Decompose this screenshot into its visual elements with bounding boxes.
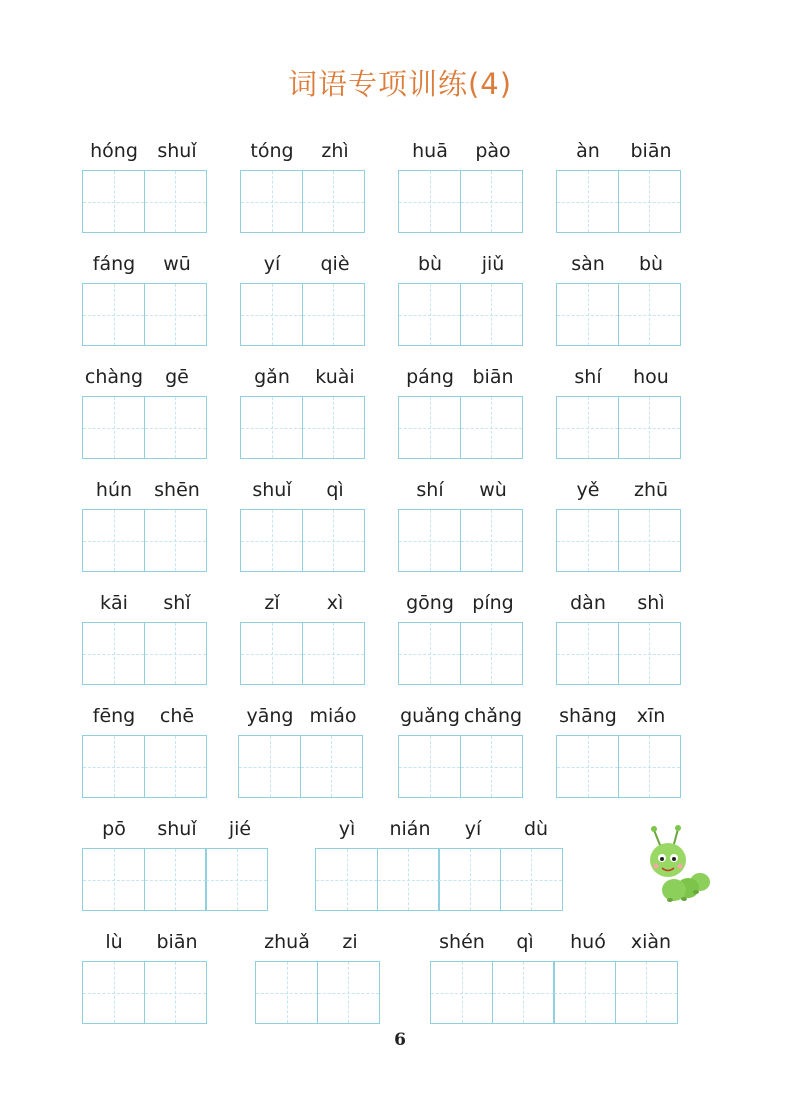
pinyin-syllable: dù [523,818,549,840]
caterpillar-icon [640,820,720,910]
pinyin-syllable: pào [475,140,511,162]
writing-cell[interactable] [430,961,493,1024]
pinyin-syllable: xiàn [630,931,672,953]
writing-cell[interactable] [618,735,681,798]
pinyin-syllable: fáng [92,253,136,275]
pinyin-syllable: zhì [321,140,349,162]
writing-cell[interactable] [302,622,365,685]
writing-cell[interactable] [615,961,678,1024]
writing-cell[interactable] [144,622,207,685]
tianzi-grid-row [398,396,521,459]
writing-cell[interactable] [144,170,207,233]
writing-cell[interactable] [618,170,681,233]
tianzi-grid-row [398,735,521,798]
writing-cell[interactable] [460,735,523,798]
pinyin-syllable: bù [638,253,664,275]
writing-cell[interactable] [302,283,365,346]
writing-cell[interactable] [460,283,523,346]
pinyin-syllable: huā [412,140,448,162]
writing-cell[interactable] [556,622,619,685]
tianzi-grid-row [238,735,361,798]
pinyin-syllable: tóng [250,140,294,162]
writing-cell[interactable] [556,396,619,459]
pinyin-syllable: shāng [559,705,617,727]
writing-cell[interactable] [144,961,207,1024]
tianzi-grid-row [82,170,205,233]
tianzi-grid-row [430,961,676,1024]
pinyin-syllable: biān [472,366,514,388]
writing-cell[interactable] [556,735,619,798]
pinyin-syllable: qì [516,931,534,953]
pinyin-syllable: shuǐ [157,140,197,162]
pinyin-syllable: wū [163,253,191,275]
writing-cell[interactable] [398,509,461,572]
writing-cell[interactable] [500,848,563,911]
writing-cell[interactable] [82,396,145,459]
tianzi-grid-row [556,396,679,459]
tianzi-grid-row [556,170,679,233]
writing-cell[interactable] [460,170,523,233]
writing-cell[interactable] [553,961,616,1024]
writing-cell[interactable] [82,283,145,346]
tianzi-grid-row [82,735,205,798]
tianzi-grid-row [240,396,363,459]
writing-cell[interactable] [398,735,461,798]
tianzi-grid-row [240,170,363,233]
pinyin-syllable: yí [263,253,281,275]
writing-cell[interactable] [82,170,145,233]
pinyin-syllable: shuǐ [252,479,292,501]
pinyin-syllable: shí [416,479,444,501]
writing-cell[interactable] [302,170,365,233]
pinyin-syllable: huó [570,931,606,953]
pinyin-syllable: shì [637,592,665,614]
pinyin-syllable: zi [342,931,358,953]
pinyin-syllable: qì [326,479,344,501]
writing-cell[interactable] [82,961,145,1024]
tianzi-grid-row [240,283,363,346]
writing-cell[interactable] [398,622,461,685]
writing-cell[interactable] [240,509,303,572]
writing-cell[interactable] [82,622,145,685]
pinyin-syllable: shēn [154,479,200,501]
writing-cell[interactable] [460,622,523,685]
writing-cell[interactable] [302,509,365,572]
pinyin-syllable: lù [105,931,123,953]
writing-cell[interactable] [144,283,207,346]
writing-cell[interactable] [398,170,461,233]
pinyin-syllable: bù [417,253,443,275]
writing-cell[interactable] [438,848,501,911]
pinyin-syllable: páng [406,366,454,388]
writing-cell[interactable] [238,735,301,798]
tianzi-grid-row [398,509,521,572]
writing-cell[interactable] [240,170,303,233]
tianzi-grid-row [240,622,363,685]
pinyin-syllable: píng [472,592,514,614]
tianzi-grid-row [398,283,521,346]
pinyin-syllable: sàn [571,253,605,275]
tianzi-grid-row [82,622,205,685]
tianzi-grid-row [82,509,205,572]
pinyin-syllable: hún [95,479,133,501]
tianzi-grid-row [255,961,378,1024]
pinyin-syllable: yě [576,479,600,501]
writing-cell[interactable] [492,961,555,1024]
pinyin-syllable: kāi [100,592,128,614]
pinyin-syllable: dàn [570,592,606,614]
pinyin-syllable: gǎn [254,366,290,388]
writing-cell[interactable] [144,735,207,798]
tianzi-grid-row [82,961,205,1024]
tianzi-grid-row [315,848,561,911]
writing-cell[interactable] [618,622,681,685]
page-number: 6 [394,1030,406,1050]
tianzi-grid-row [556,509,679,572]
tianzi-grid-row [82,283,205,346]
writing-cell[interactable] [302,396,365,459]
pinyin-syllable: zhū [633,479,669,501]
writing-cell[interactable] [144,509,207,572]
writing-cell[interactable] [240,283,303,346]
writing-cell[interactable] [300,735,363,798]
writing-cell[interactable] [255,961,318,1024]
writing-cell[interactable] [556,170,619,233]
pinyin-syllable: chē [159,705,195,727]
tianzi-grid-row [398,170,521,233]
pinyin-syllable: jiǔ [481,253,505,275]
pinyin-syllable: hou [633,366,669,388]
pinyin-syllable: jié [228,818,252,840]
tianzi-grid-row [398,622,521,685]
writing-cell[interactable] [315,848,378,911]
pinyin-syllable: yāng [246,705,294,727]
writing-cell[interactable] [556,509,619,572]
writing-cell[interactable] [618,283,681,346]
pinyin-syllable: hóng [90,140,138,162]
pinyin-syllable: biān [156,931,198,953]
writing-cell[interactable] [556,283,619,346]
pinyin-syllable: miáo [309,705,357,727]
pinyin-syllable: shuǐ [157,818,197,840]
writing-cell[interactable] [205,848,268,911]
pinyin-syllable: qiè [320,253,350,275]
pinyin-syllable: kuài [315,366,355,388]
writing-cell[interactable] [618,396,681,459]
pinyin-syllable: gē [165,366,189,388]
writing-cell[interactable] [398,283,461,346]
writing-cell[interactable] [144,848,207,911]
pinyin-syllable: shǐ [163,592,191,614]
writing-cell[interactable] [460,509,523,572]
writing-cell[interactable] [82,735,145,798]
tianzi-grid-row [556,735,679,798]
pinyin-syllable: shén [439,931,485,953]
pinyin-syllable: àn [576,140,600,162]
writing-cell[interactable] [618,509,681,572]
writing-cell[interactable] [398,396,461,459]
tianzi-grid-row [556,622,679,685]
writing-cell[interactable] [82,509,145,572]
pinyin-syllable: pō [102,818,126,840]
tianzi-grid-row [82,848,267,911]
writing-cell[interactable] [240,622,303,685]
pinyin-syllable: biān [630,140,672,162]
pinyin-syllable: chàng [84,366,144,388]
pinyin-syllable: xì [326,592,344,614]
writing-cell[interactable] [82,848,145,911]
tianzi-grid-row [82,396,205,459]
pinyin-syllable: yì [338,818,356,840]
writing-cell[interactable] [144,396,207,459]
pinyin-syllable: shí [574,366,602,388]
pinyin-syllable: fēng [92,705,136,727]
writing-cell[interactable] [460,396,523,459]
pinyin-syllable: xīn [636,705,666,727]
pinyin-syllable: wù [479,479,507,501]
writing-cell[interactable] [240,396,303,459]
pinyin-syllable: yí [464,818,482,840]
pinyin-syllable: gōng [406,592,454,614]
pinyin-syllable: chǎng [463,705,523,727]
page-title: 词语专项训练(4) [287,67,513,101]
pinyin-syllable: zhuǎ [264,931,310,953]
tianzi-grid-row [556,283,679,346]
pinyin-syllable: nián [389,818,431,840]
tianzi-grid-row [240,509,363,572]
pinyin-syllable: guǎng [400,705,460,727]
writing-cell[interactable] [377,848,440,911]
pinyin-syllable: zǐ [264,592,280,614]
writing-cell[interactable] [317,961,380,1024]
